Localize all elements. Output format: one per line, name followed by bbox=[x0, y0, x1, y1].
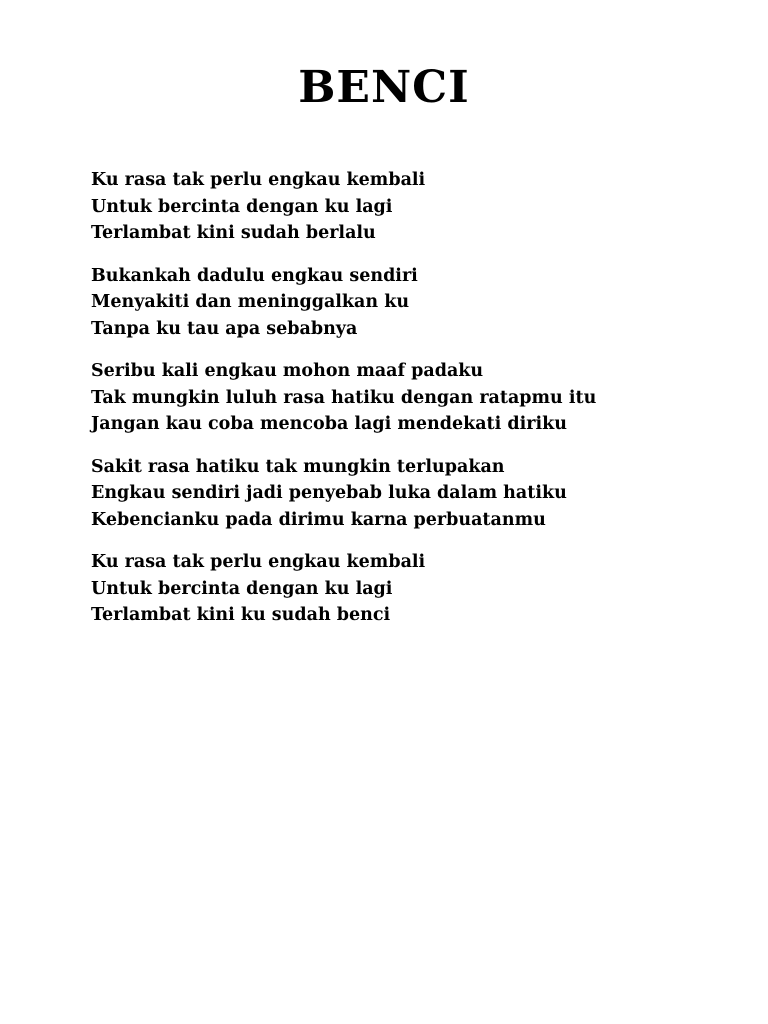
lyric-line: Tak mungkin luluh rasa hatiku dengan ratapmu itu bbox=[91, 387, 597, 408]
lyric-line: Terlambat kini ku sudah benci bbox=[91, 605, 391, 625]
lyric-line: Kebencianku pada dirimu karna perbuatanmu bbox=[91, 509, 546, 530]
lyric-line: Terlambat kini sudah berlalu bbox=[91, 223, 376, 243]
lyric-line: Bukankah dadulu engkau sendiri bbox=[91, 265, 418, 286]
lyric-line: Menyakiti dan meninggalkan ku bbox=[91, 292, 410, 312]
lyric-line: Jangan kau coba mencoba lagi mendekati diriku bbox=[91, 414, 567, 434]
lyric-line: Ku rasa tak perlu engkau kembali bbox=[91, 552, 426, 572]
stanza-2 bbox=[91, 263, 711, 343]
stanza-1 bbox=[91, 167, 711, 247]
lyric-line: Engkau sendiri jadi penyebab luka dalam hatiku bbox=[91, 483, 567, 503]
lyric-line: Sakit rasa hatiku tak mungkin terlupakan bbox=[91, 456, 505, 477]
stanza-3 bbox=[91, 358, 711, 438]
lyric-line: Ku rasa tak perlu engkau kembali bbox=[91, 170, 426, 190]
lyric-line: Seribu kali engkau mohon maaf padaku bbox=[91, 361, 484, 381]
lyric-line: Tanpa ku tau apa sebabnya bbox=[91, 318, 358, 339]
lyrics-body bbox=[91, 167, 711, 645]
lyric-line: Untuk bercinta dengan ku lagi bbox=[91, 578, 393, 599]
stanza-4 bbox=[91, 454, 711, 534]
stanza-5 bbox=[91, 549, 711, 629]
lyric-line: Untuk bercinta dengan ku lagi bbox=[91, 196, 393, 217]
page-title: BENCI bbox=[298, 62, 470, 113]
